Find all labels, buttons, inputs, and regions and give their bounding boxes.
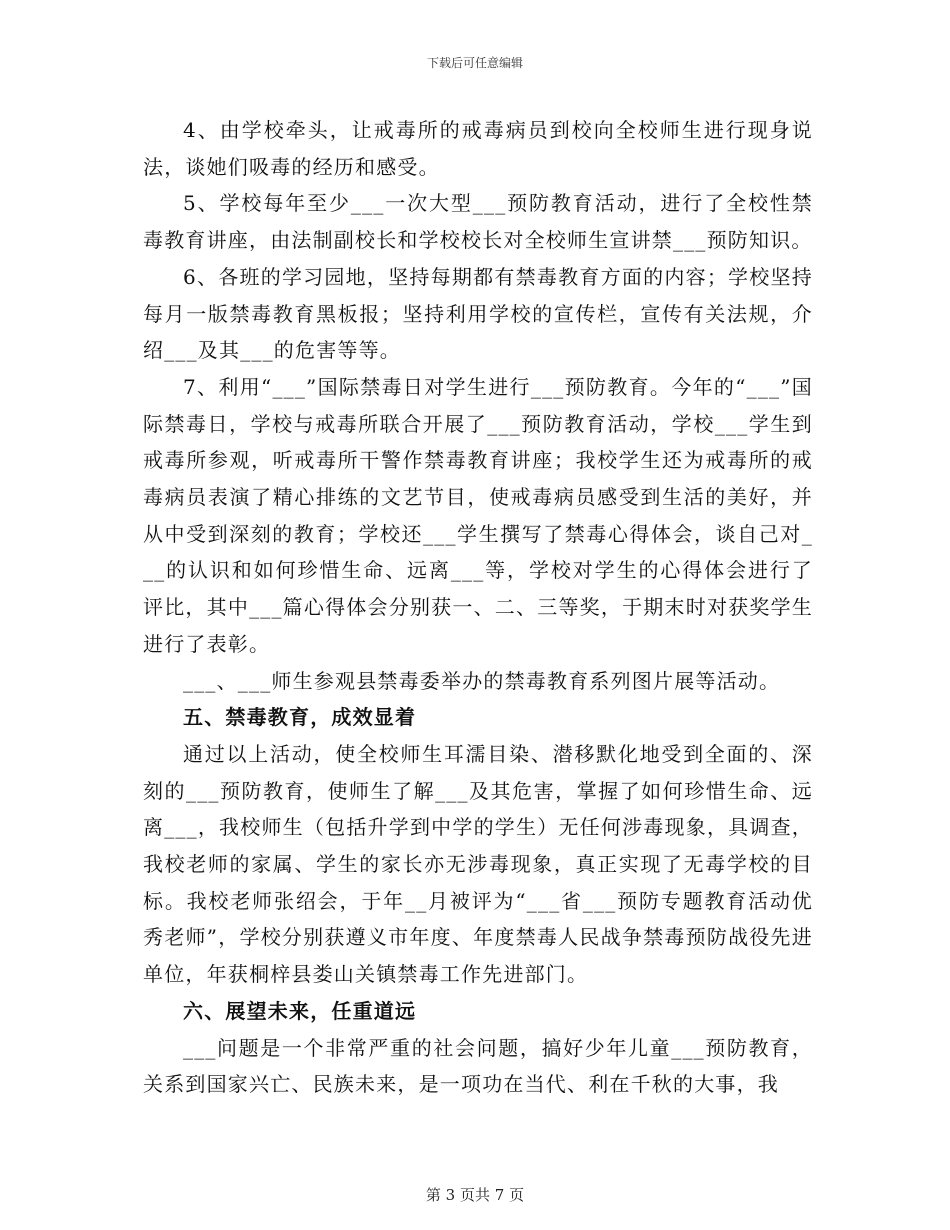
paragraph-6: 6、各班的学习园地，坚持每期都有禁毒教育方面的内容；学校坚持每月一版禁毒教育黑板报；坚持利用学校的宣传栏，宣传有关法规，介绍___及其___的危害等等。 [143,264,813,363]
page-footer: 第 3 页共 7 页 [425,1186,525,1204]
page-header: 下载后可任意编辑 [426,56,523,70]
paragraph-5: 5、学校每年至少___一次大型___预防教育活动，进行了全校性禁毒教育讲座，由法制副校长和学校校长对全校师生宣讲禁___预防知识。 [143,191,813,253]
section-heading-5: 五、禁毒教育，成效显着 [183,705,417,730]
paragraph-4: 4、由学校牵头，让戒毒所的戒毒病员到校向全校师生进行现身说法，谈她们吸毒的经历和感受。 [143,118,813,179]
section-heading-6: 六、展望未来，任重道远 [183,998,417,1023]
paragraph-results: 通过以上活动，使全校师生耳濡目染、潜移默化地受到全面的、深刻的___预防教育，使师生了解___及其危害，掌握了如何珍惜生命、远离___，我校师生（包括升学到中学的学生）无任何涉毒现象，具调查，我校老师的家属、学生的家长亦无涉毒现象，真正实现了无毒学校的目标。我校老师张绍会，于年__月被评为“___省___预防专题教育活动优秀老师”，学校分别获遵义市年度、年度禁毒人民战争禁毒预防战役先进单位，年获桐梓县娄山关镇禁毒工作先进部门。 [143,741,813,987]
paragraph-outlook: ___问题是一个非常严重的社会问题，搞好少年儿童___预防教育，关系到国家兴亡、民族未来，是一项功在当代、利在千秋的大事，我 [143,1035,813,1097]
document-body [143,112,813,1103]
paragraph-8: ___、___师生参观县禁毒委举办的禁毒教育系列图片展等活动。 [183,668,781,693]
paragraph-7: 7、利用“___”国际禁毒日对学生进行___预防教育。今年的“___”国际禁毒日，学校与戒毒所联合开展了___预防教育活动，学校___学生到戒毒所参观，听戒毒所干警作禁毒教育讲座；我校学生还为戒毒所的戒毒病员表演了精心排练的文艺节目，使戒毒病员感受到生活的美好，并从中受到深刻的教育；学校还___学生撰写了禁毒心得体会，谈自己对___的认识和如何珍惜生命、远离___等，学校对学生的心得体会进行了评比，其中___篇心得体会分别获一、二、三等奖，于期末时对获奖学生进行了表彰。 [143,374,813,656]
